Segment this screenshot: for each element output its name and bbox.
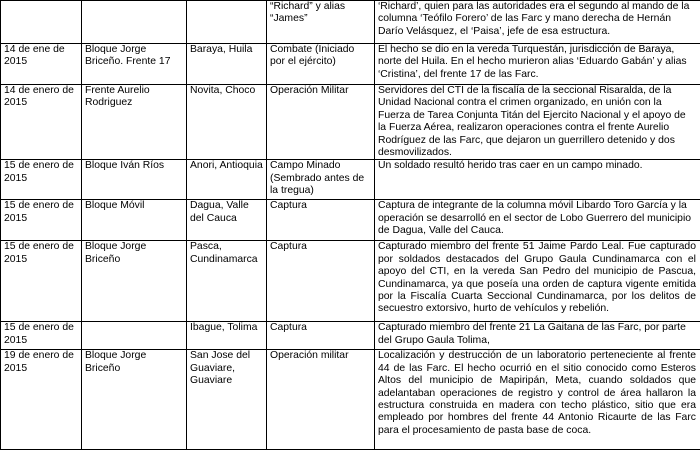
date-cell: 15 de enero de 2015	[1, 241, 82, 322]
date-cell: 15 de enero de 2015	[1, 160, 82, 200]
type-cell: Captura	[267, 200, 375, 241]
place-cell: San Jose del Guaviare, Guaviare	[187, 350, 267, 450]
description-cell: Un soldado resultó herido tras caer en un campo minado.	[375, 160, 700, 200]
description-cell: Servidores del CTI de la fiscalía de la seccional Risaralda, de la Unidad Nacional contra el crimen organizado, en unión con la Fuerza de Tarea Conjunta Titán del Ejercito Nacional y el apoyo de la Fuerza Aérea, realizaron operaciones contra el frente Aurelio Rodríguez de las Farc, que dejaron un guerrillero detenido y dos desmovilizados.	[375, 85, 700, 160]
date-cell: 19 de enero de 2015	[1, 350, 82, 450]
block-cell: Bloque Iván Ríos	[82, 160, 187, 200]
block-cell: Bloque Móvil	[82, 200, 187, 241]
place-cell: Anori, Antioquia	[187, 160, 267, 200]
place-cell: Ibague, Tolima	[187, 322, 267, 350]
description-cell: Captura de integrante de la columna móvil Libardo Toro García y la operación se desarrolló en el sector de Lobo Guerrero del municipio de Dagua, Valle del Cauca.	[375, 200, 700, 241]
date-cell: 15 de enero de 2015	[1, 200, 82, 241]
description-cell: Capturado miembro del frente 21 La Gaitana de las Farc, por parte del Grupo Gaula Tolima,	[375, 322, 700, 350]
type-cell: Operación militar	[267, 350, 375, 450]
description-cell: Localización y destrucción de un laboratorio perteneciente al frente 44 de las Farc. El hecho ocurrió en el sitio conocido como Esteros Altos del municipio de Mapiripán, Meta, cuando soldados que adelantaban operaciones de registro y control de área hallaron la estructura construida en madera con techo plástico, sitio que era empleado por hombres del frente 44 Antonio Ricaurte de las Farc para el procesamiento de pasta base de coca.	[375, 350, 700, 450]
table-row	[1, 160, 700, 200]
place-cell: Baraya, Huila	[187, 44, 267, 85]
table-row	[1, 44, 700, 85]
date-cell: 14 de ene de 2015	[1, 44, 82, 85]
place-cell: Dagua, Valle del Cauca	[187, 200, 267, 241]
date-cell: 14 de enero de 2015	[1, 85, 82, 160]
place-cell	[187, 1, 267, 44]
description-cell: El hecho se dio en la vereda Turquestán, jurisdicción de Baraya, norte del Huila. En el hecho murieron alias ‘Eduardo Gabán’ y alias ‘Cristina’, del frente 17 de las Farc.	[375, 44, 700, 85]
block-cell	[82, 1, 187, 44]
block-cell: Bloque Jorge Briceño	[82, 241, 187, 322]
description-cell: ‘Richard’, quien para las autoridades era el segundo al mando de la columna ‘Teófilo Forero’ de las Farc y mano derecha de Hernán Darío Velásquez, el ‘Paisa’, jefe de esa estructura.	[375, 1, 700, 44]
table-row	[1, 1, 700, 44]
table-row	[1, 350, 700, 450]
type-cell: Operación Militar	[267, 85, 375, 160]
table-row	[1, 241, 700, 322]
place-cell: Novita, Choco	[187, 85, 267, 160]
type-cell: “Richard” y alias “James”	[267, 1, 375, 44]
type-cell: Campo Minado (Sembrado antes de la tregua)	[267, 160, 375, 200]
block-cell: Bloque Jorge Briceño. Frente 17	[82, 44, 187, 85]
table-row	[1, 200, 700, 241]
block-cell: Frente Aurelio Rodriguez	[82, 85, 187, 160]
type-cell: Captura	[267, 322, 375, 350]
block-cell: Bloque Jorge Briceño	[82, 350, 187, 450]
block-cell	[82, 322, 187, 350]
date-cell: 15 de enero de 2015	[1, 322, 82, 350]
table-row	[1, 85, 700, 160]
type-cell: Combate (Iniciado por el ejército)	[267, 44, 375, 85]
type-cell: Captura	[267, 241, 375, 322]
table-row	[1, 322, 700, 350]
date-cell	[1, 1, 82, 44]
description-cell: Capturado miembro del frente 51 Jaime Pardo Leal. Fue capturado por soldados destacados del Grupo Gaula Cundinamarca con el apoyo del CTI, en la vereda San Pedro del municipio de Pascua, Cundinamarca, ya que poseía una orden de captura vigente emitida por la Fiscalía Cuarta Seccional Cundinamarca, por los delitos de secuestro extorsivo, hurto de vehículos y rebelión.	[375, 241, 700, 322]
place-cell: Pasca, Cundinamarca	[187, 241, 267, 322]
